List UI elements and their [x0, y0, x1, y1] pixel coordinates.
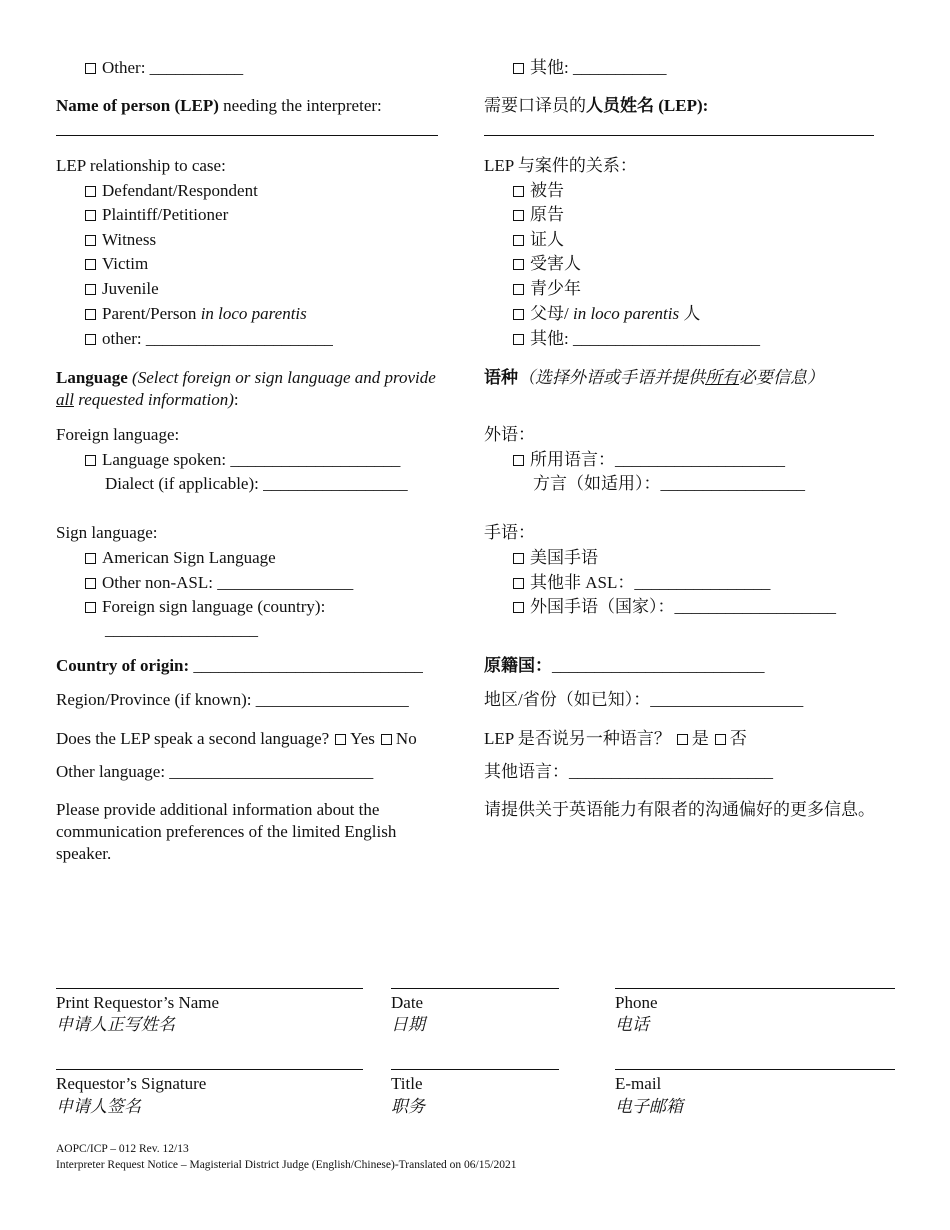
email-label-zh: 电子邮箱	[615, 1097, 683, 1116]
region-field[interactable]: Region/Province (if known): __________________	[56, 690, 409, 709]
foreign-sign-field[interactable]: __________________	[105, 620, 258, 639]
checkbox-icon[interactable]	[85, 455, 96, 466]
name-of-person-label: Name of person (LEP) needing the interpreter:	[56, 96, 382, 115]
relationship-option[interactable]: Witness	[85, 229, 156, 251]
language-instruction-zh: 语种（选择外语或手语并提供所有必要信息）	[484, 368, 824, 387]
sign-language-label: Sign language:	[56, 523, 158, 542]
sign-language-label-zh: 手语：	[484, 523, 535, 542]
relationship-option-zh[interactable]: 证人	[513, 229, 564, 251]
checkbox-icon[interactable]	[513, 602, 524, 613]
additional-info-prompt-zh: 请提供关于英语能力有限者的沟通偏好的更多信息。	[484, 800, 875, 819]
checkbox-icon[interactable]	[513, 553, 524, 564]
checkbox-icon[interactable]	[513, 455, 524, 466]
checkbox-icon[interactable]	[513, 186, 524, 197]
dialect-field[interactable]: Dialect (if applicable): _________________	[105, 474, 408, 493]
language-spoken-option-zh[interactable]: 所用语言：____________________	[513, 449, 785, 471]
checkbox-icon[interactable]	[85, 186, 96, 197]
email-line[interactable]	[615, 1069, 895, 1070]
non-asl-option[interactable]: Other non-ASL: ________________	[85, 572, 353, 594]
email-label: E-mail	[615, 1074, 662, 1093]
form-id: AOPC/ICP – 012 Rev. 12/13	[56, 1143, 189, 1155]
print-name-label: Print Requestor’s Name	[56, 993, 220, 1012]
foreign-sign-option-zh[interactable]: 外国手语（国家）：___________________	[513, 596, 836, 618]
relationship-option-zh[interactable]: 青少年	[513, 278, 581, 300]
checkbox-icon[interactable]	[85, 210, 96, 221]
language-spoken-option[interactable]: Language spoken: ____________________	[85, 449, 400, 471]
checkbox-icon[interactable]	[513, 63, 524, 74]
date-label: Date	[391, 993, 424, 1012]
title-label-zh: 职务	[391, 1097, 425, 1116]
foreign-language-label: Foreign language:	[56, 425, 180, 444]
name-of-person-field-zh[interactable]	[484, 135, 874, 136]
yes-checkbox-icon[interactable]	[335, 734, 346, 745]
relationship-option-parent[interactable]: Parent/Person in loco parentis	[85, 303, 307, 325]
signature-label: Requestor’s Signature	[56, 1074, 207, 1093]
country-of-origin-field-zh[interactable]: 原籍国：_________________________	[484, 656, 765, 675]
additional-info-prompt: Please provide additional information about the communication preferences of the limited English speaker.	[56, 800, 397, 863]
date-line[interactable]	[391, 988, 559, 989]
non-asl-option-zh[interactable]: 其他非 ASL：________________	[513, 572, 770, 594]
relationship-option-other[interactable]: other: ______________________	[85, 328, 333, 350]
checkbox-icon[interactable]	[85, 553, 96, 564]
relationship-option-zh[interactable]: 被告	[513, 180, 564, 202]
checkbox-icon[interactable]	[513, 235, 524, 246]
checkbox-icon[interactable]	[85, 578, 96, 589]
no-checkbox-icon[interactable]	[381, 734, 392, 745]
phone-label: Phone	[615, 993, 658, 1012]
asl-option-zh[interactable]: 美国手语	[513, 547, 598, 569]
checkbox-icon[interactable]	[85, 309, 96, 320]
checkbox-icon[interactable]	[85, 259, 96, 270]
checkbox-icon[interactable]	[513, 578, 524, 589]
form-notice: Interpreter Request Notice – Magisterial District Judge (English/Chinese)-Translated on 06/15/2021	[56, 1159, 517, 1171]
checkbox-icon[interactable]	[85, 602, 96, 613]
no-checkbox-icon[interactable]	[715, 734, 726, 745]
other-language-field[interactable]: Other language: ________________________	[56, 762, 374, 781]
relationship-label: LEP relationship to case:	[56, 156, 226, 175]
yes-checkbox-icon[interactable]	[677, 734, 688, 745]
signature-line[interactable]	[56, 1069, 363, 1070]
region-field-zh[interactable]: 地区/省份（如已知）：__________________	[484, 690, 804, 709]
other-language-field-zh[interactable]: 其他语言：________________________	[484, 762, 773, 781]
phone-line[interactable]	[615, 988, 895, 989]
relationship-option[interactable]: Victim	[85, 253, 148, 275]
checkbox-icon[interactable]	[85, 284, 96, 295]
relationship-option[interactable]: Juvenile	[85, 278, 159, 300]
checkbox-icon[interactable]	[513, 309, 524, 320]
foreign-language-label-zh: 外语：	[484, 425, 535, 444]
foreign-sign-option[interactable]: Foreign sign language (country):	[85, 596, 325, 618]
print-name-line[interactable]	[56, 988, 363, 989]
relationship-option[interactable]: Plaintiff/Petitioner	[85, 204, 228, 226]
date-label-zh: 日期	[391, 1015, 425, 1034]
second-language-question-zh: LEP 是否说另一种语言？ 是 否	[484, 729, 747, 748]
checkbox-icon[interactable]	[513, 210, 524, 221]
relationship-option-other-zh[interactable]: 其他: ______________________	[513, 328, 760, 350]
relationship-label-zh: LEP 与案件的关系：	[484, 156, 637, 175]
relationship-option-zh[interactable]: 原告	[513, 204, 564, 226]
name-of-person-label-zh: 需要口译员的人员姓名 (LEP):	[484, 96, 709, 115]
relationship-option-zh[interactable]: 受害人	[513, 253, 581, 275]
dialect-field-zh[interactable]: 方言（如适用）：_________________	[533, 474, 805, 493]
checkbox-icon[interactable]	[85, 334, 96, 345]
signature-label-zh: 申请人签名	[56, 1097, 141, 1116]
relationship-option-parent-zh[interactable]: 父母/ in loco parentis 人	[513, 303, 700, 325]
second-language-question: Does the LEP speak a second language? Yes No	[56, 729, 417, 748]
checkbox-icon[interactable]	[85, 63, 96, 74]
checkbox-icon[interactable]	[513, 259, 524, 270]
phone-label-zh: 电话	[615, 1015, 649, 1034]
other-top-option-zh[interactable]: 其他: ___________	[513, 57, 666, 79]
relationship-option[interactable]: Defendant/Respondent	[85, 180, 258, 202]
checkbox-icon[interactable]	[85, 235, 96, 246]
name-of-person-field[interactable]	[56, 135, 438, 136]
print-name-label-zh: 申请人正写姓名	[56, 1015, 175, 1034]
checkbox-icon[interactable]	[513, 284, 524, 295]
other-top-option[interactable]: Other: ___________	[85, 57, 243, 79]
checkbox-icon[interactable]	[513, 334, 524, 345]
title-line[interactable]	[391, 1069, 559, 1070]
country-of-origin-field[interactable]: Country of origin: ___________________________	[56, 656, 423, 675]
language-instruction: Language (Select foreign or sign language and provide all requested information):	[56, 368, 436, 409]
asl-option[interactable]: American Sign Language	[85, 547, 276, 569]
title-label: Title	[391, 1074, 423, 1093]
